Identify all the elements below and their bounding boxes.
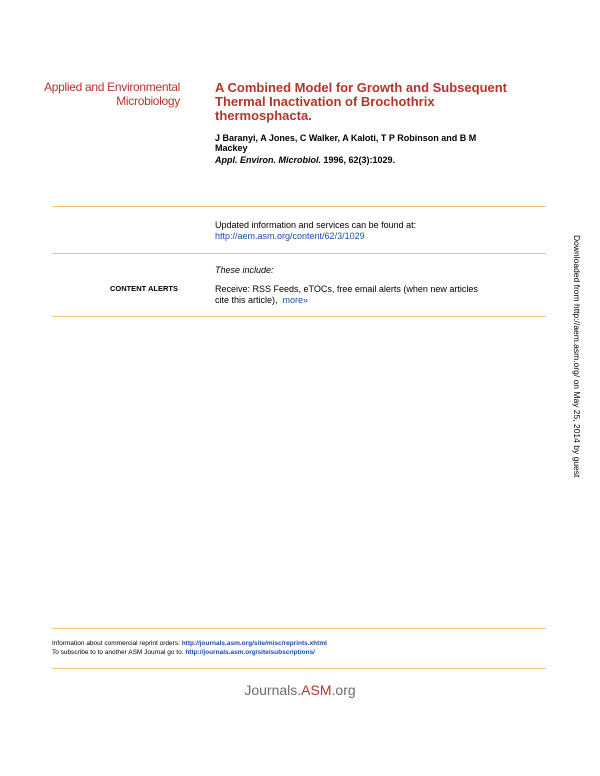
article-url-link[interactable]: http://aem.asm.org/content/62/3/1029 <box>215 231 365 241</box>
divider-middle <box>52 253 546 254</box>
download-side-note: Downloaded from http://aem.asm.org/ on May 25, 2014 by guest <box>572 235 582 478</box>
these-include-label: These include: <box>215 265 274 275</box>
citation-details: 1996, 62(3):1029. <box>321 155 396 165</box>
more-link[interactable]: more» <box>282 295 309 305</box>
divider-footer-top <box>52 628 546 629</box>
divider-lower <box>52 316 546 317</box>
citation <box>215 155 395 165</box>
content-alerts-label: CONTENT ALERTS <box>109 284 178 293</box>
updated-info <box>215 220 416 242</box>
journal-name-line2: Microbiology <box>116 94 180 108</box>
footer-info <box>52 639 327 657</box>
citation-journal: Appl. Environ. Microbiol. <box>215 155 322 165</box>
reprint-text: Information about commercial reprint orders: <box>52 640 182 647</box>
article-title-line2: Thermal Inactivation of Brochothrix <box>215 94 435 109</box>
brand-accent: ASM <box>301 682 332 698</box>
journal-name <box>0 80 180 108</box>
divider-footer-bottom <box>52 668 546 669</box>
subscribe-text: To subscribe to to another ASM Journal go to: <box>52 649 186 656</box>
authors-line1: J Baranyi, A Jones, C Walker, A Kaloti, T P Robinson and B M <box>215 133 477 143</box>
receive-line2: cite this article), <box>215 295 278 305</box>
authors <box>215 133 545 153</box>
brand-prefix: Journals. <box>244 682 302 698</box>
article-title <box>215 81 555 123</box>
subscribe-link[interactable]: http://journals.asm.org/site/subscriptions/ <box>185 649 315 656</box>
receive-line1: Receive: RSS Feeds, eTOCs, free email alerts (when new articles <box>215 284 478 294</box>
updated-info-text: Updated information and services can be found at: <box>215 220 417 230</box>
reprint-link[interactable]: http://journals.asm.org/site/misc/reprints.xhtml <box>181 640 327 647</box>
content-alerts-text <box>215 284 545 306</box>
article-title-line1: A Combined Model for Growth and Subsequent <box>215 80 508 95</box>
article-title-line3: thermosphacta. <box>215 108 312 123</box>
divider-top <box>52 206 546 207</box>
brand-suffix: .org <box>331 682 356 698</box>
authors-line2: Mackey <box>215 143 248 153</box>
journal-name-line1: Applied and Environmental <box>44 80 180 94</box>
journals-asm-logo[interactable] <box>0 682 600 698</box>
